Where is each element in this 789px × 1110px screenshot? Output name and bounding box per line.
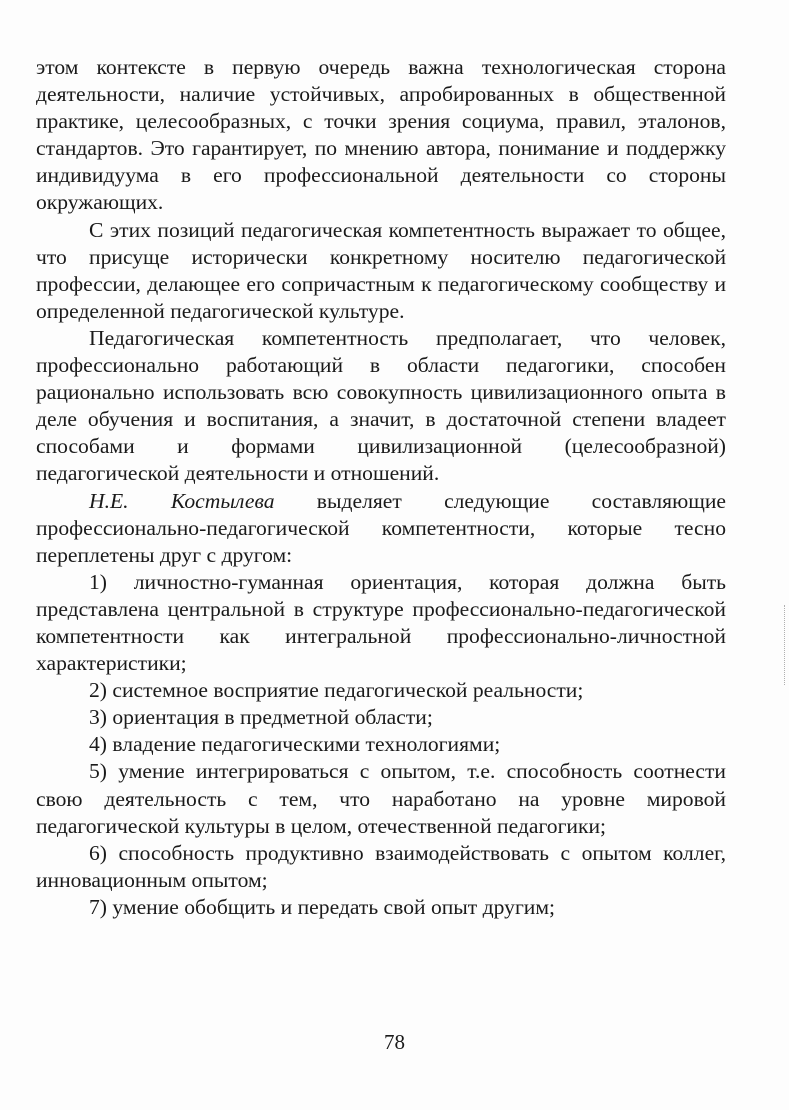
list-item: 3) ориентация в предметной области;	[89, 705, 433, 730]
paragraph-4	[36, 488, 726, 569]
list-item: 4) владение педагогическими технологиями;	[89, 732, 501, 757]
scan-margin-mark	[784, 605, 786, 685]
paragraph-3: Педагогическая компетентность предполагает, что человек, профессионально работающий в области педагогики, способен рационально использовать всю совокупность цивилизационного опыта в деле обучения и воспитания, а значит, в достаточной степени владеет способами и формами цивилизационной (целесообразной) педагогической деятельности и отношений.	[36, 325, 726, 486]
author-name: Н.Е. Костылева	[89, 488, 275, 513]
list-item: 5) умение интегрироваться с опытом, т.е. способность соотнести свою деятельность с тем, что наработано на уровне мировой педагогической культуры в целом, отечественной педагогики;	[36, 759, 726, 838]
list-item: 1) личностно-гуманная ориентация, которая должна быть представлена центральной в структуре профессионально-педагогической компетентности как интегральной профессионально-личностной характеристики;	[36, 569, 726, 676]
list-item: 7) умение обобщить и передать свой опыт другим;	[89, 894, 556, 919]
page-number: 78	[384, 1030, 405, 1054]
page-text	[36, 54, 726, 921]
paragraph-2: С этих позиций педагогическая компетентность выражает то общее, что присуще исторически конкретному носителю педагогической профессии, делающее его сопричастным к педагогическому сообществу и определенной педагогической культуре.	[36, 217, 726, 323]
paragraph-1: этом контексте в первую очередь важна технологическая сторона деятельности, наличие устойчивых, апробированных в общественной практике, целесообразных, с точки зрения социума, правил, эталонов, стандартов. Это гарантирует, по мнению автора, понимание и поддержку индивидуума в его профессиональной деятельности со стороны окружающих.	[36, 55, 726, 215]
list-item: 6) способность продуктивно взаимодействовать с опытом коллег, инновационным опытом;	[36, 840, 726, 892]
paragraph-4-text: выделяет следующие составляющие профессионально-педагогической компетентности, которые тесно переплетены друг с другом:	[36, 488, 726, 567]
list-item: 2) системное восприятие педагогической реальности;	[89, 678, 584, 703]
